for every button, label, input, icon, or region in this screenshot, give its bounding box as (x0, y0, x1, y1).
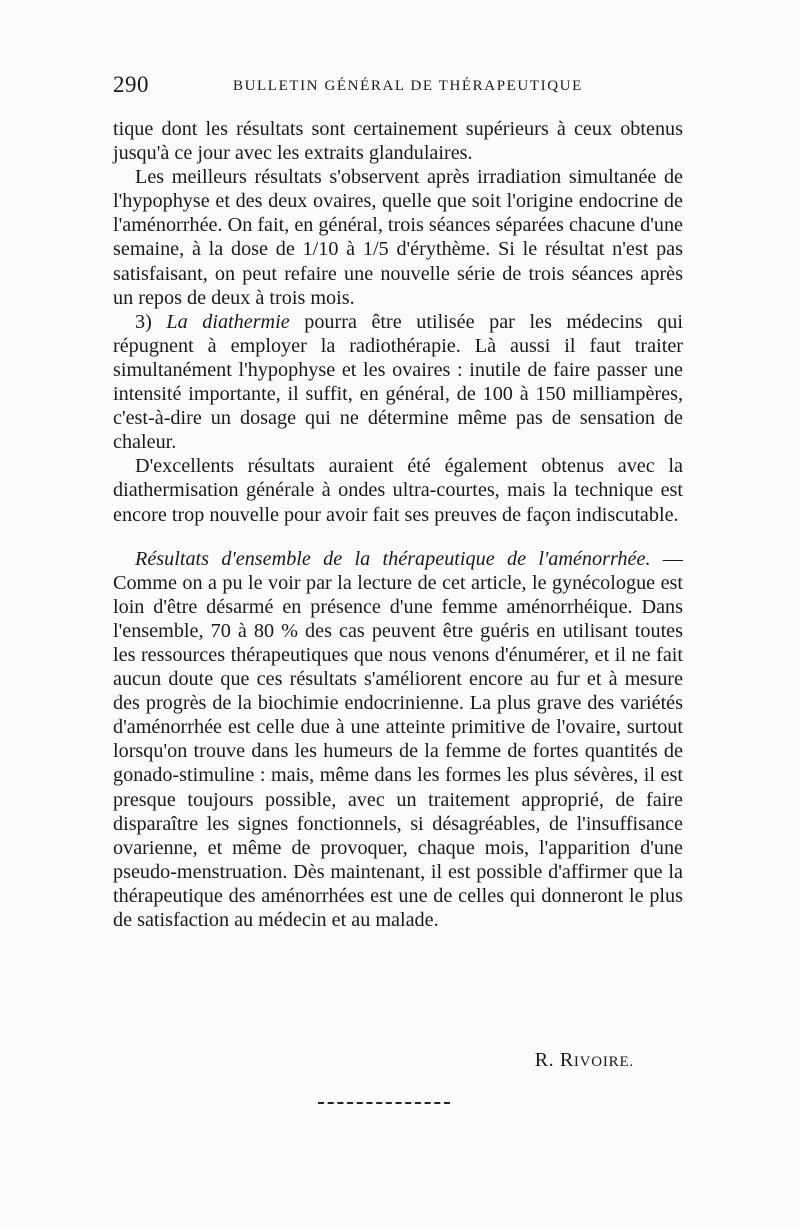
article-body (113, 117, 683, 932)
paragraph-resultats (113, 547, 683, 933)
italic-term: La diathermie (166, 310, 290, 333)
paragraph-text: pourra être utilisée par les médecins qui répugnent à employer la radiothérapie. Là aussi il faut traiter simultanément l'hypophyse et les ovaires : inutile de faire passer une intensité importante, il suffit, en général, de 100 à 150 milliampères, c'est-à-dire un dosage qui ne détermine même pas de sensation de chaleur. (113, 310, 683, 454)
section-heading: Résultats d'ensemble de la thérapeutique de l'aménorrhée. (135, 547, 651, 570)
paragraph-diathermie (113, 310, 683, 455)
item-number: 3) (135, 310, 167, 333)
paragraph-continuation: tique dont les résultats sont certainement supérieurs à ceux obtenus jusqu'à ce jour avec les extraits glandulaires. (113, 118, 683, 165)
paragraph-text: — Comme on a pu le voir par la lecture de cet article, le gynécologue est loin d'être désarmé en présence d'une femme aménorrhéique. Dans l'ensemble, 70 à 80 % des cas peuvent être guéris en utilisant toutes les ressources thérapeutiques que nous venons d'énumérer, et il ne fait aucun doute que ces résultats s'améliorent encore au fur et à mesure des progrès de la biochimie endocrinienne. La plus grave des variétés d'aménorrhée est celle due à une atteinte primitive de l'ovaire, surtout lorsqu'on trouve dans les humeurs de la femme de fortes quantités de gonado-stimuline : mais, même dans les formes les plus sévères, il est presque toujours possible, avec un traitement approprié, de faire disparaître les signes fonctionnels, si désagréables, de l'insuffisance ovarienne, et même de provoquer, chaque mois, l'apparition d'une pseudo-menstruation. Dès maintenant, il est possible d'affirmer que la thérapeutique des aménorrhées est une de celles qui donneront le plus de satisfaction au médecin et au malade. (113, 547, 683, 931)
author-signature (535, 1049, 634, 1072)
signature-rest: IVOIRE. (573, 1054, 634, 1070)
running-head: BULLETIN GÉNÉRAL DE THÉRAPEUTIQUE (233, 78, 583, 94)
end-rule (318, 1102, 450, 1104)
page-number: 290 (113, 72, 149, 97)
page-header (113, 72, 683, 104)
paragraph-irradiation: Les meilleurs résultats s'observent après irradiation simultanée de l'hypophyse et des deux ovaires, quelle que soit l'origine endocrine de l'aménorrhée. On fait, en général, trois séances séparées chacune d'une semaine, à la dose de 1/10 à 1/5 d'érythème. Si le résultat n'est pas satisfaisant, on peut refaire une nouvelle série de trois séances après un repos de deux à trois mois. (113, 166, 684, 309)
paragraph-ultra-courtes: D'excellents résultats auraient été également obtenus avec la diathermisation générale à ondes ultra-courtes, mais la technique est encore trop nouvelle pour avoir fait ses preuves de façon indiscutable. (113, 455, 683, 526)
signature-initial: R. R (534, 1049, 574, 1071)
